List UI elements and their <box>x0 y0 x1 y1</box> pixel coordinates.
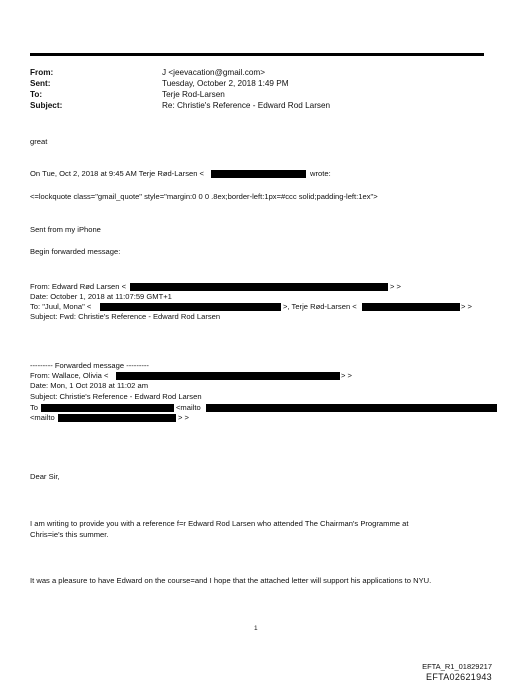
to-label: To: <box>30 90 43 99</box>
redaction-bar <box>58 414 176 422</box>
fwd2-subject: Subject: Christie's Reference - Edward Rod Larsen <box>30 392 202 401</box>
fwd1-to-mid: >, Terje Rød-Larsen < <box>283 302 357 311</box>
fwd2-from: From: Wallace, Olivia < <box>30 371 109 380</box>
blockquote-markup: <=lockquote class="gmail_quote" style="margin:0 0 0 .8ex;border-left:1px=#ccc solid;padding-left:1ex"> <box>30 192 378 201</box>
subject-label: Subject: <box>30 101 63 110</box>
begin-forwarded: Begin forwarded message: <box>30 247 121 256</box>
fwd1-subject: Subject: Fwd: Christie's Reference - Edward Rod Larsen <box>30 312 221 321</box>
quote-intro: On Tue, Oct 2, 2018 at 9:45 AM Terje Rød-Larsen < <box>30 169 204 178</box>
redaction-bar <box>206 404 497 412</box>
from-label: From: <box>30 68 54 77</box>
fwd2-mailto-end: > > <box>178 413 189 422</box>
fwd2-from-end: > > <box>341 371 352 380</box>
reply-text: great <box>30 137 48 146</box>
paragraph-1-line-1: I am writing to provide you with a reference f=r Edward Rod Larsen who attended The Chairman's Programme at <box>30 519 409 528</box>
sent-label: Sent: <box>30 79 51 88</box>
sent-value: Tuesday, October 2, 2018 1:49 PM <box>162 79 289 88</box>
redaction-bar <box>130 283 388 291</box>
fwd1-to-end: > > <box>461 302 472 311</box>
paragraph-2: It was a pleasure to have Edward on the course=and I hope that the attached letter will support his applications to NYU. <box>30 576 432 585</box>
fwd1-date: Date: October 1, 2018 at 11:07:59 GMT+1 <box>30 292 172 301</box>
fwd1-from: From: Edward Rød Larsen < <box>30 282 127 291</box>
sent-from-iphone: Sent from my iPhone <box>30 225 101 234</box>
fwd2-to-mailto: <mailto <box>176 403 201 412</box>
from-value: J <jeevacation@gmail.com> <box>162 68 265 77</box>
header-rule <box>30 53 484 56</box>
fwd2-separator: --------- Forwarded message --------- <box>30 361 149 370</box>
to-value: Terje Rod-Larsen <box>162 90 225 99</box>
redaction-bar <box>211 170 306 178</box>
fwd2-date: Date: Mon, 1 Oct 2018 at 11:02 am <box>30 381 149 390</box>
redaction-bar <box>41 404 174 412</box>
fwd2-to: To <box>30 403 39 412</box>
bates-number-large: EFTA02621943 <box>426 672 492 682</box>
salutation: Dear Sir, <box>30 472 60 481</box>
fwd2-mailto: <mailto <box>30 413 55 422</box>
subject-value: Re: Christie's Reference - Edward Rod Larsen <box>162 101 331 110</box>
fwd1-from-end: > > <box>390 282 401 291</box>
redaction-bar <box>116 372 340 380</box>
bates-number-small: EFTA_R1_01829217 <box>422 662 492 671</box>
paragraph-1-line-2: Chris=ie's this summer. <box>30 530 109 539</box>
quote-intro-wrote: wrote: <box>310 169 331 178</box>
redaction-bar <box>362 303 460 311</box>
page-number: 1 <box>254 625 258 632</box>
redaction-bar <box>100 303 281 311</box>
fwd1-to: To: "Juul, Mona" < <box>30 302 92 311</box>
